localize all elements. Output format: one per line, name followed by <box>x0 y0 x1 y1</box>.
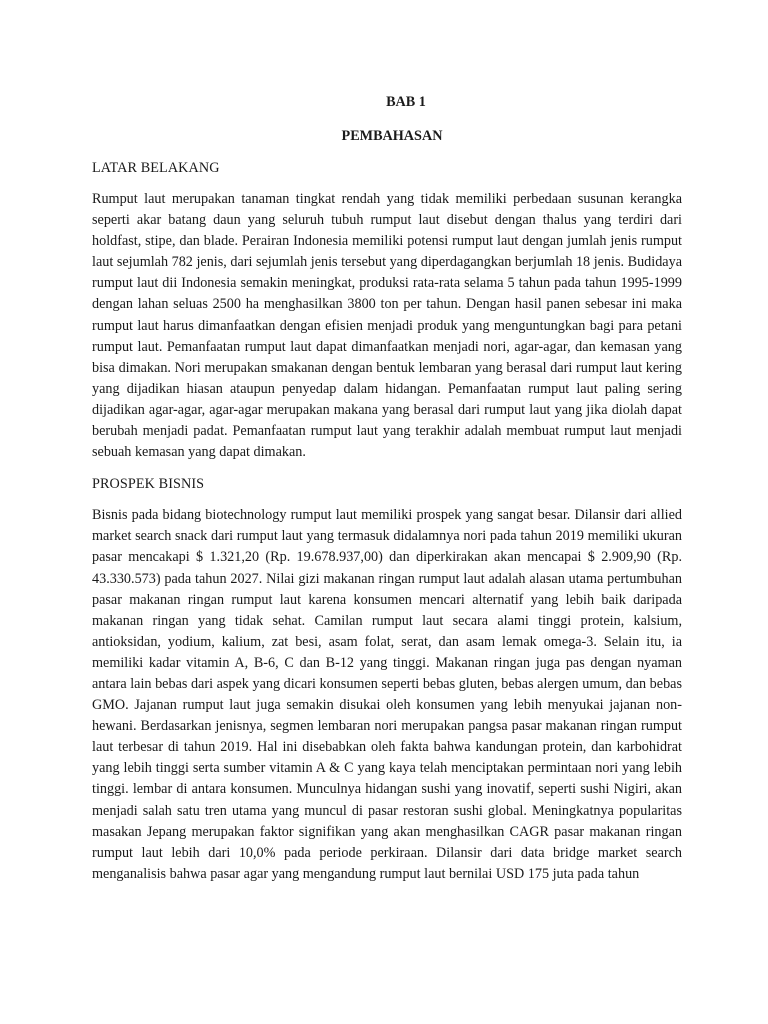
paragraph-prospek-bisnis: Bisnis pada bidang biotechnology rumput laut memiliki prospek yang sangat besar. Dilansir dari allied market search snack dari rumput laut yang termasuk didalamnya nori pada tahun 2019 memiliki ukuran pasar mencakapi $ 1.321,20 (Rp. 19.678.937,00) dan diperkirakan akan mencapai $ 2.909,90 (Rp. 43.330.573) pada tahun 2027. Nilai gizi makanan ringan rumput laut adalah alasan utama pertumbuhan pasar makanan ringan rumput laut karena konsumen mencari alternatif yang lebih baik daripada makanan ringan yang tidak sehat. Camilan rumput laut secara alami tinggi protein, kalsium, antioksidan, yodium, kalium, zat besi, asam folat, serat, dan asam lemak omega-3. Selain itu, ia memiliki kadar vitamin A, B-6, C dan B-12 yang tinggi. Makanan ringan juga pas dengan nyaman antara lain bebas dari aspek yang dicari konsumen seperti bebas gluten, bebas alergen umum, dan bebas GMO. Jajanan rumput laut juga semakin disukai oleh konsumen yang lebih menyukai jajanan non-hewani. Berdasarkan jenisnya, segmen lembaran nori merupakan pangsa pasar makanan ringan rumput laut terbesar di tahun 2019. Hal ini disebabkan oleh fakta bahwa kandungan protein, dan karbohidrat yang lebih tinggi serta sumber vitamin A & C yang kaya telah menciptakan permintaan nori yang lebih tinggi. lembar di antara konsumen. Munculnya hidangan sushi yang inovatif, seperti sushi Nigiri, akan menjadi salah satu tren utama yang muncul di pasar restoran sushi global. Meningkatnya popularitas masakan Jepang merupakan faktor signifikan yang akan menghasilkan CAGR pasar makanan ringan rumput laut lebih dari 10,0% pada periode perkiraan. Dilansir dari data bridge market search menganalisis bahwa pasar agar yang mengandung rumput laut bernilai USD 175 juta pada tahun <box>92 507 682 882</box>
chapter-title: PEMBAHASAN <box>341 128 443 144</box>
section-heading-prospek-bisnis: PROSPEK BISNIS <box>92 476 205 493</box>
paragraph-latar-belakang: Rumput laut merupakan tanaman tingkat rendah yang tidak memiliki perbedaan susunan kerangka seperti akar batang daun yang seluruh tubuh rumput laut disebut dengan thalus yang terdiri dari holdfast, stipe, dan blade. Perairan Indonesia memiliki potensi rumput laut dengan jumlah jenis rumput laut sejumlah 782 jenis, dari sejumlah jenis tersebut yang diperdagangkan berjumlah 18 jenis. Budidaya rumput laut dii Indonesia semakin meningkat, produksi rata-rata selama 5 tahun pada tahun 1995-1999 dengan lahan seluas 2500 ha menghasilkan 3800 ton per tahun. Dengan hasil panen sebesar ini maka rumput laut harus dimanfaatkan dengan efisien menjadi produk yang menguntungkan bagi para petani rumput laut. Pemanfaatan rumput laut dapat dimanfaatkan menjadi nori, agar-agar, dan kemasan yang bisa dimakan. Nori merupakan smakanan dengan bentuk lembaran yang berasal dari rumput laut kering yang dijadikan hiasan ataupun penyedap dalam hidangan. Pemanfaatan rumput laut paling sering dijadikan agar-agar, agar-agar merupakan makana yang berasal dari rumput laut yang jika diolah dapat berubah menjadi padat. Pemanfaatan rumput laut yang terakhir adalah membuat rumput laut menjadi sebuah kemasan yang dapat dimakan. <box>92 191 682 461</box>
chapter-label: BAB 1 <box>386 94 426 110</box>
section-heading-latar-belakang: LATAR BELAKANG <box>92 160 220 176</box>
